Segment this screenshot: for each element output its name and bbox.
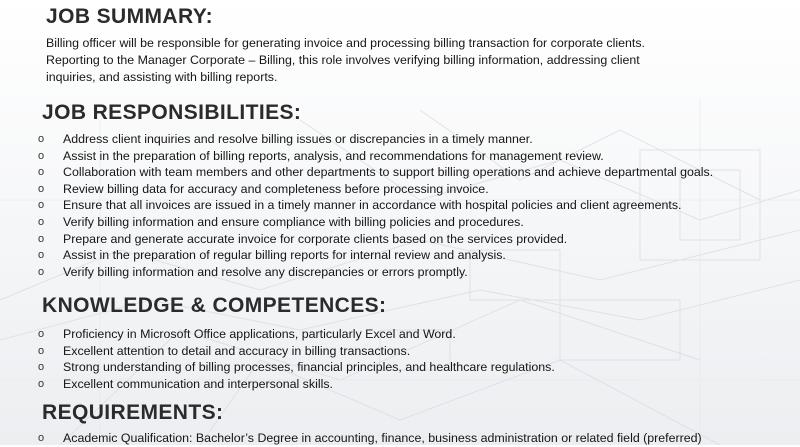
list-item <box>0 264 800 281</box>
list-item <box>0 359 800 376</box>
list-item-text: Address client inquiries and resolve billing issues or discrepancies in a timely manner. <box>63 132 533 146</box>
list-item <box>0 148 800 165</box>
list-item-text: Assist in the preparation of billing reports, analysis, and recommendations for management review. <box>63 148 604 163</box>
bullet-icon: o <box>38 199 45 212</box>
bullet-icon: o <box>38 432 45 444</box>
job-summary-heading: JOB SUMMARY: <box>46 5 213 28</box>
job-summary-line: Reporting to the Manager Corporate – Billing, this role involves verifying billing information, addressing client <box>46 53 640 67</box>
competences-list <box>0 326 800 392</box>
list-item <box>0 231 800 248</box>
bullet-icon: o <box>38 215 45 228</box>
list-item <box>0 164 800 181</box>
bullet-icon: o <box>38 249 45 262</box>
list-item-text: Review billing data for accuracy and completeness before processing invoice. <box>63 181 489 196</box>
bullet-icon: o <box>38 149 45 162</box>
bullet-icon: o <box>38 328 45 340</box>
list-item <box>0 343 800 360</box>
list-item <box>0 376 800 393</box>
job-responsibilities-heading: JOB RESPONSIBILITIES: <box>42 101 302 124</box>
bullet-icon: o <box>38 166 45 179</box>
list-item-text: Prepare and generate accurate invoice for corporate clients based on the services provided. <box>63 231 568 246</box>
bullet-icon: o <box>38 377 45 390</box>
requirements-list <box>0 430 800 447</box>
bullet-icon: o <box>38 265 45 278</box>
list-item <box>0 197 800 214</box>
list-item-text: Verify billing information and resolve any discrepancies or errors promptly. <box>63 264 468 279</box>
list-item <box>0 247 800 264</box>
list-item <box>0 214 800 231</box>
bullet-icon: o <box>38 232 45 245</box>
bullet-icon: o <box>38 182 45 195</box>
list-item-text: Collaboration with team members and other departments to support billing operations and achieve departmental goals. <box>63 165 714 180</box>
list-item <box>0 181 800 198</box>
list-item-text: Assist in the preparation of regular billing reports for internal review and analysis. <box>63 248 506 263</box>
list-item-text: Proficiency in Microsoft Office applications, particularly Excel and Word. <box>63 327 456 341</box>
job-summary-line: Billing officer will be responsible for generating invoice and processing billing transaction for corporate clients. <box>46 36 645 50</box>
knowledge-competences-heading: KNOWLEDGE & COMPETENCES: <box>42 294 387 317</box>
list-item <box>0 430 800 447</box>
list-item <box>0 326 800 343</box>
list-item-text: Verify billing information and ensure compliance with billing policies and procedures. <box>63 214 524 229</box>
list-item-text: Ensure that all invoices are issued in a timely manner in accordance with hospital policies and client agreements. <box>63 198 682 213</box>
bullet-icon: o <box>38 344 45 357</box>
bullet-icon: o <box>38 361 45 374</box>
requirements-heading: REQUIREMENTS: <box>42 401 224 424</box>
list-item-text: Strong understanding of billing processes, financial principles, and healthcare regulations. <box>63 360 555 375</box>
bullet-icon: o <box>38 133 45 145</box>
job-summary-text <box>46 35 748 86</box>
list-item-text: Excellent attention to detail and accuracy in billing transactions. <box>63 343 411 358</box>
responsibilities-list <box>0 131 800 280</box>
list-item-text: Academic Qualification: Bachelor’s Degree in accounting, finance, business administration or related field (preferred) <box>63 431 702 445</box>
job-summary-line: inquiries, and assisting with billing reports. <box>46 70 278 84</box>
list-item-text: Excellent communication and interpersonal skills. <box>63 376 333 391</box>
list-item <box>0 131 800 148</box>
